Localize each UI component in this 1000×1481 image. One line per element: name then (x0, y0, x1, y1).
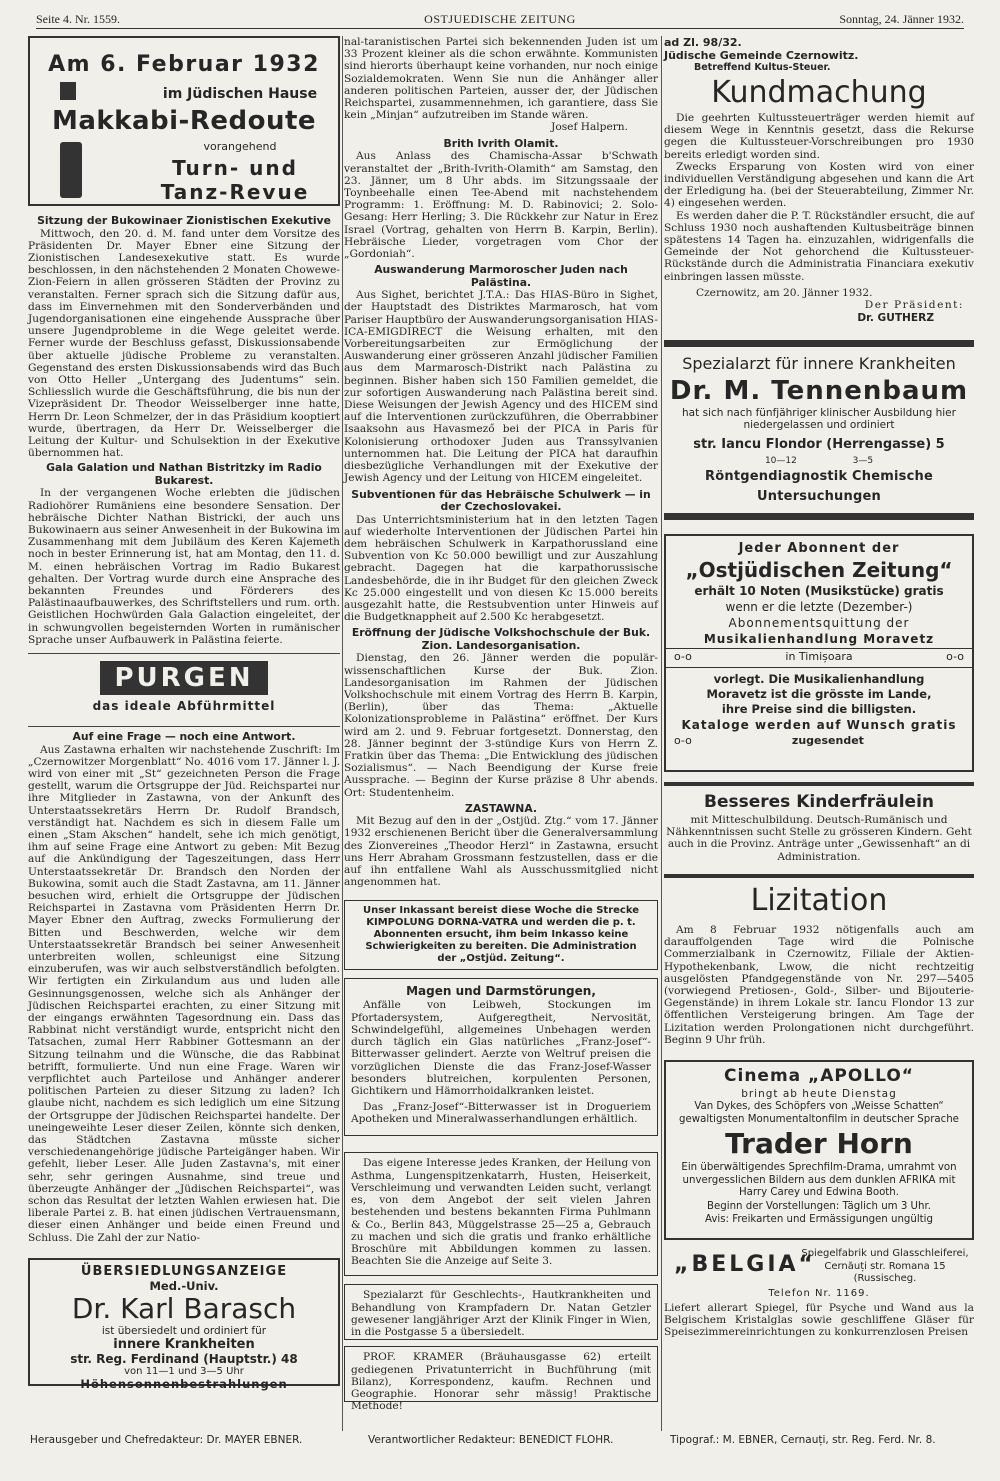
cinema-ad (664, 1060, 974, 1240)
brith-text: Aus Anlass des Chamischa-Assar b'Schwath veranstaltet der „Brith-Ivrith-Olamith“ am Samstag, den 23. Jänner, um 8 Uhr abds. im Sitzungssaale der Toynbeehalle einen Tee-Abend mit nachstehendem Programm: 1. Eröffnung: M. D. Rabinovici; 2. Solo-Gesang: Herr Herling; 3. Die Rückkehr zur Natur in Erez Israel (Vortrag, gehalten von Herrn B. Karpin, Berlin). Hebräische Lieder, vorgetragen vom Chor der „Gordoniah“. (344, 150, 658, 261)
zastawna-text: Mit Bezug auf den in der „Ostjüd. Ztg.“ vom 17. Jänner 1932 erschienenen Bericht über die Generalversammlung des Zionvereines „Theodor Herzl“ in Zastawna, ersucht uns Herr Abraham Grossmann festzustellen, dass er die auf ihn entfallene Wahl als Ausschussmitglied nicht angenommen hat. (344, 815, 658, 889)
redoute-title: Makkabi-Redoute (51, 106, 317, 136)
franz-josef-ad (344, 978, 658, 1136)
rule-bar (664, 513, 974, 520)
sitzung-text: Mittwoch, den 20. d. M. fand unter dem Vorsitze des Präsidenten Dr. Mayer Ebner eine Sitzung der Zionistischen Landesexekutive statt. Es wurde beschlossen, in den nächstehenden 2 Monaten Chowewe-Zion-Feiern in allen grösseren Städten der Provinz zu veranstalten. Ferner sprach sich die Sitzung dafür aus, dass im Einvernehmen mit den Sonderverbänden und Jugendorganisationen eine eingehende Aussprache über unsere Jugendprobleme in die Wege geleitet werde. Ferner wurde der Beschluss gefasst, Diskussionsabende über aktuelle jüdische Probleme zu veranstalten. Gegenstand des ersten Diskussionsabends wird das Buch von Otto Heller „Untergang des Judentums“ sein. Schliesslich wurde die Geschäftsführung, die bis nun der Vizepräsident Dr. Theodor Weisselberger inne hatte, Herrn Dr. Leon Schmelzer, der in das Präsidium kooptiert wurde, übertragen, da Herr Dr. Weisselberger die Leitung der Kultur- und Schulsektion in der Exekutive übernommen hat. (28, 227, 340, 460)
kramer-text: PROF. KRAMER (Bräuhausgasse 62) erteilt gediegenen Privatunterricht in Buchführung (mit Bilanz), Korrespondenz, kaufm. Rechnen und Geographie. Honorar sehr mässig! Praktische Methode! (351, 1351, 651, 1413)
column-1 (28, 36, 340, 1391)
barasch-line-2: innere Krankheiten (113, 1336, 255, 1352)
frage-headline: Auf eine Frage — noch eine Antwort. (72, 730, 296, 743)
cine-line-4: Beginn der Vorstellungen: Täglich um 3 Uhr. (707, 1200, 931, 1212)
abo-line-1: Jeder Abonnent der (738, 541, 900, 557)
redoute-pre: vorangehend (203, 140, 277, 153)
kund-paragraph-3: Es werden daher die P. T. Rückständler ersucht, die auf Schluss 1930 noch aushaftenden Kultusbeiträge binnen spätestens 14 Tagen ha. einzuzahlen, widrigenfalls die Gemeinde der Not gehorchend die Kultussteuer-Rückstände durch die Administratia Financiara exekutiv einbringen lassen müsste. (664, 209, 974, 283)
cine-title: Cinema „APOLLO“ (724, 1066, 914, 1087)
abo-timisoara-row (674, 649, 964, 665)
abo-ornament-left: o-o (674, 734, 692, 748)
barasch-subheader: Med.-Univ. (149, 1278, 219, 1293)
cine-line-3: Ein überwältigendes Sprechfilm-Drama, umrahmt von unvergesslichen Bildern aus dem dunklen AFRIKA mit Harry Carey und Edwina Booth. (681, 1162, 957, 1199)
redoute-emblem-icon (60, 142, 82, 198)
kind-title: Besseres Kinderfräulein (703, 792, 935, 813)
kund-paragraph-2: Zwecks Ersparung von Kosten wird von einer individuellen Verständigung abgesehen und kann die Art der Erledigung ha. (bei der Steuerabteilung, Zimmer Nr. 4) eingesehen werden. (664, 160, 974, 210)
abonnent-ad (664, 534, 974, 772)
column-divider (342, 36, 343, 1431)
getzler-ad (344, 1284, 658, 1340)
continued-signature: Josef Halpern. (551, 121, 628, 134)
belgia-ad (664, 1248, 974, 1348)
issue-date: Sonntag, 24. Jänner 1932. (839, 12, 964, 26)
barasch-address: str. Reg. Ferdinand (Hauptstr.) 48 (70, 1351, 298, 1366)
barasch-line-1: ist übersiedelt und ordiniert für (101, 1324, 267, 1337)
frage-text: Aus Zastawna erhalten wir nachstehende Zuschrift: Im „Czernowitzer Morgenblatt“ No. 4016 vom 17. Jänner l. J. wird von einer mit „St“ gezeichneten Person die Frage gestellt, warum die Ortsgruppe der Jüd. Reichspartei nur ihre Mitglieder in Zastawna, von der Ankunft des Unterstaatssekretärs Herrn Dr. Rudolf Brandsch, verständigt hat. Nachdem es sich in diesem Falle um einen „Stam Akschen“ handelt, sehe ich mich genötigt, ihm auf seine Frage eine Antwort zu geben: Mit Bezug auf die Ankündigung der Tageszeitungen, dass Herr Unterstaatssekretär Dr. Brandsch den Norden der Bukowina, somit auch die Stadt Zastavna, am 11. Jänner besuchen wird, erhielt die Ortsgruppe der Jüdischen Reichspartei in Zastavna vom Präsidenten Herrn Dr. Mayer Ebner den Auftrag, zwecks Formulierung der Bitten und Beschwerden, welche wir dem Unterstaatssekretär Brandsch bei seiner Anwesenheit unterbreiten wollen, schleunigst eine Sitzung einzuberufen, was wir auch selbstverständlich befolgten. Wir fertigten ein Zirkulandum aus und luden alle Gesinnungsgenossen, welche sich als Anhänger der Jüdischen Reichspartei erachten, zu einer Sitzung mit der eingangs erwähnten Tagesordnung ein. Dass das Rabbinat nicht verständigt wurde, entspricht nicht den Tatsachen, zumal Herr Rabbiner Gottesmann an der Sitzung teilnahm und die Wünsche, die das Rabbinat betrifft, formulierte. Und nun eine Frage. Waren wir verpflichtet auch Parteilose und Anhänger anderer politischen Parteien zu dieser Sitzung zu laden? Ich glaube nicht, nachdem es sich lediglich um eine Sitzung der Ortsgruppe der Jüdischen Reichspartei handelte. Der uneingeweihte Leser dieser Zeilen, könnte sich denken, das Städtchen Zastavna müsste sicher verschiedenangehörige jüdische Parteigänger haben. Wir gefehlt, lieber Leser. Alle Juden Zastavna's, mit einer sehr, sehr geringen Ausnahme, sind treue und überzeugte Anhänger der „Jüdischen Reichspartei“, was schon das Resultat der letzten Wahlen erwiesen hat. Die liberale Partei z. B. hat einen jüdischen Vertrauensmann, dieser einen Anhänger und beide einen Freund und Schluss. Die Zahl der zur Natio- (28, 743, 340, 1244)
cine-line-1: bringt ab heute Dienstag (741, 1088, 897, 1101)
purgen-logo: PURGEN (100, 661, 267, 695)
tenn-line-3: Röntgendiagnostik Chemische Untersuchungen (705, 469, 933, 505)
kund-betreff: Betreffend Kultus-Steuer. (694, 62, 831, 73)
abo-line-9: Kataloge werden auf Wunsch gratis (681, 718, 957, 733)
gala-text: In der vergangenen Woche erlebten die jüdischen Radiohörer Rumäniens eine besondere Sensation. Der hebräische Dichter Nathan Bistricki, der auch uns Bukowinaern aus seiner Anwesenheit in der Bukowina im Zusammenhang mit dem Jubiläum des Keren Kajemeth noch in bester Erinnerung ist, hat am Montag, den 11. d. M. einen hebräischen Vortrag im Radio Bukarest gehalten. Der Vortrag wurde durch eine Ansprache des bekannten Freundes und Förderers des Palästinaaufbauwerkes, des Schriftstellers und rum. orth. Geistlichen Hochwürden Gala Galaction eingeleitet, der in schwungvollen begeisternden Worten in rumänischer Sprache unser Aufbauwerk in Palästina feierte. (28, 487, 340, 646)
barasch-hours: von 11—1 und 3—5 Uhr (124, 1365, 244, 1377)
brith-headline: Brith Ivrith Olamit. (443, 136, 559, 150)
auswanderung-text: Aus Sighet, berichtet J.T.A.: Das HIAS-Büro in Sighet, der Hauptstadt des Distriktes Marmarosch, hat vom Pariser Hauptbüro der Auswanderungsorganisation HIAS-ICA-EMIGDIRECT die Weisung erhalten, mit den Vorbereitungsarbeiten zur Ermöglichung der Auswanderung einer grösseren Anzahl jüdischer Familien aus dem Marmarosch-Distrikt nach Palästina zu beginnen. Bisher haben sich 150 Familien gemeldet, die zur sofortigen Auswanderung nach Palästina bereit sind. Diese Weisungen der Jewish Agency und des HICEM sind auf die Interventionen zurückzuführen, die Oberrabbiner Isaaksohn aus Havasmező bei der PICA in Paris für Kolonisierung orthodoxer Juden aus Transsylvanien unternommen hat. Die Leitung der PICA hat daraufhin diesbezügliche Verhandlungen mit der Exekutive der Jewish Agency und der Leitung von HICEM eingeleitet. (344, 289, 658, 485)
abo-line-10: zugesendet (791, 734, 864, 748)
abo-ornament-right: o-o (946, 650, 964, 664)
kinderfraeulein-ad (664, 786, 974, 874)
belgia-text: Liefert allerart Spiegel, für Psyche und Wand aus la Belgischem Kristalglas sowie geschliffene Gläser für Speisezimmereinrichtungen zu konkurrenzlosen Preisen (664, 1302, 974, 1339)
gala-headline: Gala Galation und Nathan Bistritzky im Radio Bukarest. (46, 461, 322, 487)
kund-title: Kundmachung (711, 75, 927, 110)
redoute-place: im Jüdischen Hause (162, 86, 318, 102)
column-divider (661, 36, 662, 1431)
barasch-header: ÜBERSIEDLUNGSANZEIGE (80, 1263, 288, 1279)
newspaper-title: OSTJUEDISCHE ZEITUNG (424, 12, 576, 26)
cine-line-5: Avis: Freikarten und Ermässigungen ungültig (705, 1213, 933, 1225)
abo-line-8: vorlegt. Die Musikalienhandlung Moravetz ist die grösste im Lande, ihre Preise sind die billigsten. (706, 672, 932, 717)
abo-ornament-left: o-o (674, 650, 692, 664)
zastawna-headline: ZASTAWNA. (465, 801, 537, 815)
cine-line-2: Van Dykes, des Schöpfers von „Weisse Schatten“ gewaltigsten Monumentaltonfilm in deutscher Sprache (679, 1101, 959, 1125)
footer-printer: Tipograf.: M. EBNER, Cernauți, str. Reg. Ferd. Nr. 8. (670, 1434, 936, 1446)
abo-line-3: erhält 10 Noten (Musikstücke) gratis (694, 584, 944, 599)
subventionen-headline: Subventionen für das Hebräische Schulwerk — in der Czechoslovakei. (351, 487, 651, 513)
kramer-ad (344, 1346, 658, 1413)
footer-publisher: Herausgeber und Chefredakteur: Dr. MAYER EBNER. (30, 1434, 303, 1446)
redoute-turn: Turn- und (172, 156, 298, 180)
page-footer (30, 1434, 974, 1448)
column-3 (664, 36, 974, 1348)
continued-text: nal-taranistischen Partei sich bekennenden Juden ist um 33 Prozent kleiner als die schon erwähnte. Kommunisten sind hierorts überhaupt keine vorhanden, nur noch einige Sozialdemokraten. Wenn Sie nun die Anhänger aller anderen politischen Parteien, ausser der, der Jüdischen Reichspartei, zusammennehmen, ich garantiere, dass Sie kein „Minjan“ aufzutreiben im Stande wären. (344, 36, 658, 122)
belgia-phone: Telefon Nr. 1169. (768, 1288, 870, 1300)
redoute-date: Am 6. Februar 1932 (48, 52, 320, 77)
rule-bar (664, 340, 974, 347)
kund-signature-name: Dr. GUTHERZ (857, 311, 934, 324)
redoute-ad (28, 36, 340, 206)
abo-line-5: Abonnementsquittung der (728, 616, 910, 631)
page-header (36, 10, 964, 29)
kund-reference: ad Zl. 98/32. (664, 36, 742, 49)
barasch-name: Dr. Karl Barasch (71, 1291, 297, 1325)
barasch-ad (28, 1258, 340, 1391)
belgia-info: Spiegelfabrik und Glasschleiferei, Cernăuți str. Romana 15 (Russischeg. (801, 1248, 969, 1285)
redoute-emblem-icon (60, 82, 76, 100)
cine-film: Trader Horn (725, 1127, 913, 1161)
kund-paragraph-1: Die geehrten Kultussteuerträger werden hiemit auf diesem Wege in Kenntnis gesetzt, dass die Rekurse gegen die Kultussteuer-Vorschreibungen pro 1930 bereits erledigt worden sind. (664, 112, 974, 161)
purgen-ad (28, 661, 340, 723)
tenn-hours-afternoon: 3—5 (852, 456, 874, 467)
subventionen-text: Das Unterrichtsministerium hat in den letzten Tagen auf wiederholte Interventionen der Jüdischen Partei hin dem hebräischen Schulwerk in Karpathorussland eine Subvention von Kc 50.000 bewilligt und zur Auszahlung gebracht. Dagegen hat die karpathorussische Landesbehörde, die in ihr Budget für den gleichen Zweck Kc 25.000 eingestellt und von diesen Kc 15.000 bereits ausgezahlt hatte, die Restsubvention unter Hinweis auf die Budgetknappheit auf 2.500 Kc herabgesetzt. (344, 513, 658, 624)
liz-text: Am 8 Februar 1932 nötigenfalls auch am darauffolgenden Tage wird die Polnische Commerzialbank in Czernowitz, Filiale der Aktien-Hypothekenbank, Lwow, die nicht rechtzeitig ausgelösten Pfandgegenstände von Nr. 297—5405 (vorwiegend Pretiosen-, Gold-, Silber- und Bijouterie-Gegenstände) in ihrem Lokale str. Iancu Flondor 13 zur öffentlichen Versteigerung bringen. Am Tage der Lizitation werden Prolongationen nicht durchgeführt. Beginn 9 Uhr früh. (664, 924, 974, 1046)
kind-text: mit Mitteschulbildung. Deutsch-Rumänisch und Nähkenntnissen sucht Stelle zu grösseren Kindern. Geht auch in die Provinz. Anträge unter „Gewissenhaft“ an di Administration. (666, 814, 972, 863)
kund-gemeinde: Jüdische Gemeinde Czernowitz. (664, 49, 859, 62)
tennenbaum-ad (664, 347, 974, 513)
tenn-hours (664, 455, 974, 467)
puhlmann-ad (344, 1152, 658, 1276)
tenn-line-1: hat sich nach fünfjähriger klinischer Ausbildung hier niedergelassen und ordiniert (682, 407, 956, 432)
tenn-header: Spezialarzt für innere Krankheiten (682, 354, 956, 374)
footer-editor: Verantwortlicher Redakteur: BENEDICT FLOHR. (368, 1434, 614, 1446)
kund-signature-title: Der Präsident: (864, 299, 964, 312)
kund-date: Czernowitz, am 20. Jänner 1932. (696, 286, 873, 299)
tenn-name: Dr. M. Tennenbaum (669, 376, 969, 407)
abo-line-4: wenn er die letzte (Dezember-) (725, 600, 913, 615)
abo-zugesendet-row (674, 733, 964, 749)
page-number: Seite 4. Nr. 1559. (36, 12, 120, 26)
inkassant-text: Unser Inkassant bereist diese Woche die Strecke KIMPOLUNG DORNA-VATRA und werden die p. t. Abonnenten ersucht, ihm beim Inkasso keine Schwierigkeiten zu bereiten. Die Administration der „Ostjüd. Zeitung“. (362, 905, 640, 965)
tenn-hours-morning: 10—12 (764, 456, 797, 467)
puhlmann-text: Das eigene Interesse jedes Kranken, der Heilung von Asthma, Lungenspitzenkatarrh, Husten, Heiserkeit, Verschleimung und verwandten Leiden sucht, verlangt es, von dem Angebot der seit vielen Jahren bestehenden und bestens bekannten Firma Puhlmann & Co., Berlin 843, Müggelstrasse 25—25 a, Gebrauch zu machen und sich die gratis und franko erhältliche Broschüre mit Abbildungen kommen zu lassen. Beachten Sie die Anzeige auf Seite 3. (351, 1157, 651, 1268)
vhs-text: Dienstag, den 26. Jänner werden die populär-wissenschaftlichen Kurse der Buk. Zion. Landesorganisation im Rahmen der Jüdischen Volkshochschule mit einem Vortrag des Herrn B. Karpin, (Berlin), über das Thema: „Aktuelle Kolonizationsprobleme in Palästina“ eröffnet. Der Kurs wird am 2. und 9. Februar fortgesetzt. Donnerstag, den 28. Jänner beginnt der 3-stündige Kurs von Herrn Z. Fratkin über das Thema: „Die Entwicklung des jüdischen Sozialismus“. — Nach Beendigung der Kurse freie Aussprache. — Beginn der Kurse präzise 8 Uhr abends. Ort: Studentenheim. (344, 652, 658, 799)
belgia-logo: „BELGIA“ (674, 1252, 817, 1278)
purgen-tagline: das ideale Abführmittel (92, 699, 276, 713)
abo-line-6: Musikalienhandlung Moravetz (666, 631, 972, 649)
tenn-address: str. Iancu Flondor (Herrengasse) 5 (693, 437, 945, 453)
redoute-tanz: Tanz-Revue (160, 180, 310, 204)
auswanderung-headline: Auswanderung Marmoroscher Juden nach Palästina. (374, 263, 628, 289)
abo-line-2: „Ostjüdischen Zeitung“ (685, 558, 953, 583)
vhs-headline: Eröffnung der Jüdische Volkshochschule der Buk. Zion. Landesorganisation. (351, 626, 651, 652)
getzler-text: Spezialarzt für Geschlechts-, Hautkrankheiten und Behandlung von Krampfadern Dr. Natan Getzler gewesener langjähriger Arzt der Klinik Finger in Wien, in die Postgasse 5 a übersiedelt. (351, 1289, 651, 1339)
sitzung-headline: Sitzung der Bukowinaer Zionistischen Exekutive (37, 214, 331, 227)
inkassant-notice (344, 900, 658, 970)
barasch-line-5: Höhensonnenbestrahlungen (80, 1376, 288, 1391)
column-2 (344, 36, 658, 1413)
magen-text-2: Das „Franz-Josef“-Bitterwasser ist in Drogueriem Apotheken und Mineralwasserhandlungen erhältlich. (351, 1101, 651, 1126)
liz-title: Lizitation (750, 883, 888, 919)
magen-headline: Magen und Darmstörungen, (406, 984, 596, 999)
magen-text: Anfälle von Leibweh, Stockungen im Pfortadersystem, Aufgeregtheit, Nervosität, Schwindelgefühl, allgemeines Unbehagen werden durch täglich ein Glas natürliches „Franz-Josef“-Bitterwasser gelindert. Aerzte von Weltruf preisen die vorzüglichen Dienste die das Franz-Josef-Wasser besonders blutreichen, korpulenten Personen, Gichtikern und Hämorrhoidalkranken leistet. (351, 999, 651, 1097)
abo-line-7: in Timișoara (785, 650, 853, 664)
